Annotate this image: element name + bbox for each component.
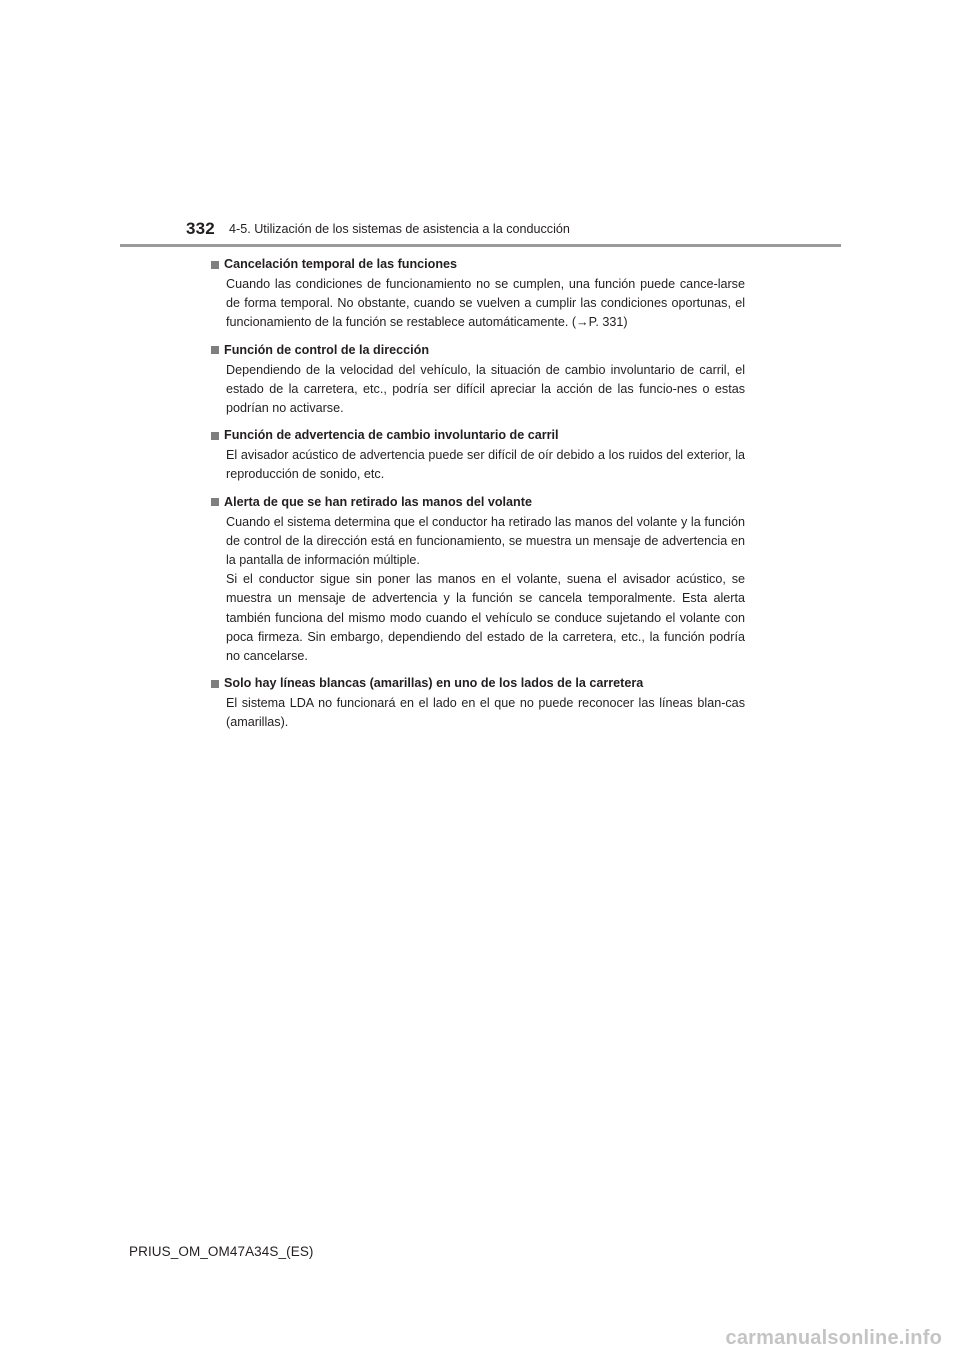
section-body [226, 694, 745, 732]
watermark: carmanualsonline.info [725, 1327, 942, 1349]
paragraph: El avisador acústico de advertencia puede ser difícil de oír debido a los ruidos del exterior, la reproducción de sonido, etc. [226, 448, 745, 482]
section-heading-text: Solo hay líneas blancas (amarillas) en uno de los lados de la carretera [224, 676, 644, 691]
header-divider [120, 244, 841, 247]
section-heading-text: Cancelación temporal de las funciones [224, 257, 458, 271]
bullet-square-icon [211, 498, 219, 506]
page-content [211, 255, 745, 741]
section-body [226, 446, 745, 484]
bullet-square-icon [211, 346, 219, 354]
section-heading-text: Función de control de la dirección [224, 342, 430, 357]
section-heading [211, 255, 745, 274]
paragraph: El sistema LDA no funcionará en el lado en el que no puede reconocer las líneas blan-cas (amarillas). [226, 696, 745, 730]
document-code-footer: PRIUS_OM_OM47A34S_(ES) [129, 1244, 314, 1259]
section-body [226, 513, 745, 667]
bullet-square-icon [211, 261, 219, 269]
paragraph: Cuando el sistema determina que el conductor ha retirado las manos del volante y la función de control de la dirección está en funcionamiento, se muestra un mensaje de advertencia en la pantalla de información múltiple. [226, 514, 745, 568]
section-heading [211, 426, 745, 445]
section-heading [211, 493, 745, 512]
section-hands-off-alert [211, 493, 745, 667]
section-body [226, 361, 745, 419]
section-temporary-cancellation [211, 255, 745, 333]
section-single-side-lines [211, 674, 745, 732]
page-number: 332 [186, 219, 215, 238]
section-heading [211, 674, 745, 693]
bullet-square-icon [211, 680, 219, 688]
paragraph: Cuando las condiciones de funcionamiento no se cumplen, una función puede cance-larse de forma temporal. No obstante, cuando se vuelven a cumplir las condiciones oportunas, el funcionamiento de la función se restablece automáticamente. (→P. 331) [226, 277, 745, 330]
section-body [226, 275, 745, 333]
paragraph: Dependiendo de la velocidad del vehículo, la situación de cambio involuntario de carril, el estado de la carretera, etc., podría ser difícil apreciar la acción de las funcio-nes o estas podrían no activarse. [226, 362, 745, 416]
section-heading-text: Función de advertencia de cambio involuntario de carril [224, 428, 559, 443]
bullet-square-icon [211, 432, 219, 440]
section-steering-control [211, 341, 745, 419]
section-heading-text: Alerta de que se han retirado las manos del volante [224, 494, 532, 509]
section-lane-departure-warning [211, 426, 745, 484]
section-heading [211, 341, 745, 360]
section-header-title: 4-5. Utilización de los sistemas de asistencia a la conducción [229, 222, 570, 236]
paragraph: Si el conductor sigue sin poner las manos en el volante, suena el avisador acústico, se muestra un mensaje de advertencia y la función se cancela temporalmente. Esta alerta también funciona del mismo modo cuando el vehículo se conduce sujetando el volante con poca firmeza. Sin embargo, dependiendo del estado de la carretera, etc., la función podría no cancelarse. [226, 572, 745, 664]
